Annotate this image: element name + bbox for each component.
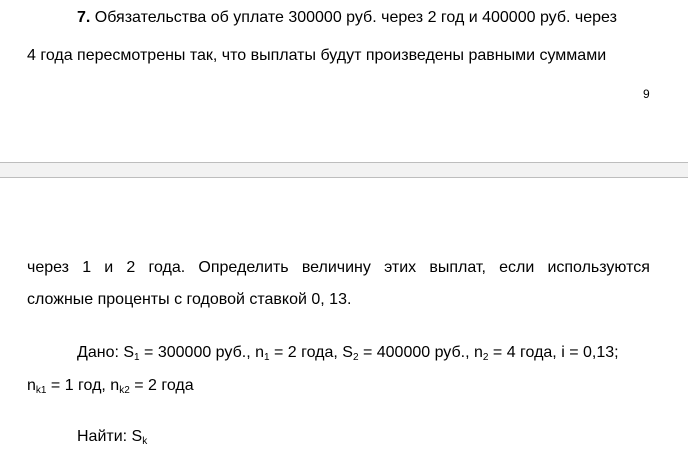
given-line-2 bbox=[27, 376, 194, 396]
subscript: 1 bbox=[263, 352, 270, 363]
problem-number: 7. bbox=[77, 9, 91, 26]
subscript: 2 bbox=[482, 352, 489, 363]
given-text: = 1 год, n bbox=[46, 377, 120, 394]
problem-statement-line-3 bbox=[27, 258, 650, 278]
line3-word: 1 bbox=[82, 259, 92, 276]
given-text: n bbox=[27, 377, 36, 394]
given-text: = 4 года, i = 0,13; bbox=[488, 344, 619, 361]
given-text: = 2 года, S bbox=[269, 344, 353, 361]
find-label: Найти: bbox=[77, 428, 128, 445]
given-text: = 300000 руб., n bbox=[139, 344, 264, 361]
subscript: 1 bbox=[134, 352, 140, 363]
find-line bbox=[77, 427, 147, 447]
problem-statement-line-1 bbox=[77, 8, 617, 28]
line3-word: и bbox=[104, 259, 114, 276]
line3-word: величину bbox=[301, 259, 371, 276]
find-text: S bbox=[127, 428, 143, 445]
line3-word: Определить bbox=[198, 259, 289, 276]
subscript: k1 bbox=[35, 385, 47, 396]
line3-word: выплат, bbox=[429, 259, 486, 276]
given-text: = 2 года bbox=[129, 377, 194, 394]
given-line-1 bbox=[77, 343, 619, 363]
page-break bbox=[0, 162, 688, 178]
problem-statement-line-4: сложные проценты с годовой ставкой 0, 13. bbox=[27, 291, 352, 308]
subscript: k bbox=[142, 436, 148, 447]
given-text: = 400000 руб., n bbox=[358, 344, 483, 361]
subscript: k2 bbox=[119, 385, 130, 396]
line3-word: используются bbox=[547, 259, 650, 276]
line3-word: года. bbox=[148, 259, 186, 276]
subscript: 2 bbox=[352, 352, 359, 363]
line3-word: если bbox=[499, 259, 535, 276]
line3-word: 2 bbox=[126, 259, 136, 276]
line3-word: этих bbox=[384, 259, 417, 276]
given-label: Дано: bbox=[77, 344, 119, 361]
given-text: S bbox=[118, 344, 135, 361]
problem-text-1: Обязательства об уплате 300000 руб. через 2 год и 400000 руб. через bbox=[90, 9, 617, 26]
page-number: 9 bbox=[643, 87, 650, 101]
problem-statement-line-2: 4 года пересмотрены так, что выплаты будут произведены равными суммами bbox=[27, 47, 607, 64]
line3-word: через bbox=[27, 259, 70, 276]
